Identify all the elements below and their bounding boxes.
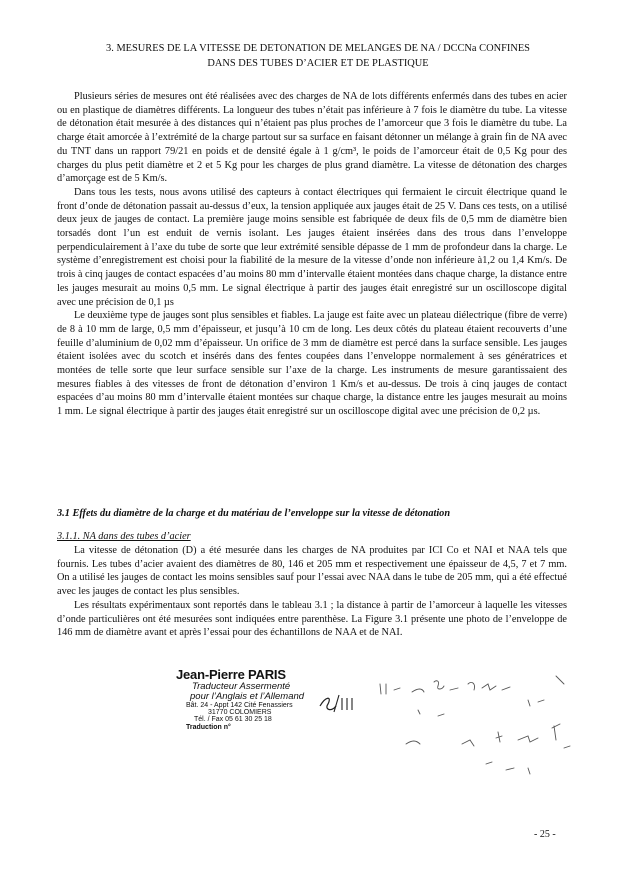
section-heading: 3.1 Effets du diamètre de la charge et du matériau de l’enveloppe sur la vitesse de détonation — [57, 508, 451, 519]
translator-stamp — [176, 668, 324, 731]
chapter-title — [40, 41, 596, 71]
section-text — [57, 544, 567, 640]
stamp-address-line-1: Bât. 24 - Appt 142 Cité Fenassiers — [186, 701, 293, 709]
subsection-heading: 3.1.1. NA dans des tubes d’acier — [57, 531, 191, 542]
paragraph: Dans tous les tests, nous avons utilisé des capteurs à contact électriques qui fermaient le circuit électrique quand le front d’onde de détonation passait au-dessus d’eux, la tension appliquée aux jauges était de 25 V. Dans ces tests, on a utilisé deux jeux de jauges de contact. La première jauge moins sensible est fabriquée de deux fils de 0,5 mm de diamètre bien torsadés dont l’un est enduit de vernis isolant. Les jauges étaient insérées dans des trous dans l’enveloppe perpendiculairement à l’axe du tube de sorte que leur extrémité sensible dépasse de 1 mm de profondeur dans la charge. Le système d’enregistrement est choisi pour la fiabilité de la mesure de la vitesse d’onde non inférieure à1,2 ou 1,4 Km/s. De trois à cinq jauges de contact espacées d’au moins 80 mm d’intervalle étaient montées dans chaque charge, la distance entre les jauges mesurait au moins 0,5 mm. Le signal électrique à partir des jauges était enregistré sur un oscilloscope digital avec une précision de 0,1 µs — [57, 186, 567, 308]
page-number: - 25 - — [534, 829, 556, 840]
paragraph: Les résultats expérimentaux sont reportés dans le tableau 3.1 ; la distance à partir de l’amorceur à laquelle les vitesses d’onde particulières ont été mesurées sont indiquées entre parenthèse. La Figure 3.1 présente une photo de l’enveloppe de 146 mm de diamètre avant et après l’essai pour des échantillons de NAA et de NAI. — [57, 599, 567, 639]
paragraph: Plusieurs séries de mesures ont été réalisées avec des charges de NA de lots différents enfermés dans des tubes en acier ou en plastique de diamètres différents. La longueur des tubes n’était pas inférieure à 7 fois le diamètre du tube. La vitesse de détonation était mesurée à des distances qui n’étaient pas plus proches de l’amorceur que 3 fois le diamètre du tube. La charge était amorcée à l’extrémité de la charge partout sur sa surface en faisant détonner un mélange à grain fin de NA avec du TNT dans un rapport 79/21 en poids et de densité égale à 1 g/cm³, le poids de l’amorceur était de 0,5 Kg pour des charges du plus petit diamètre et 2 et 5 Kg pour les charges de plus grand diamètre. La vitesse de détonation des charges d’amorçage est de 5 Km/s. — [57, 91, 567, 185]
stamp-phone: Tél. / Fax 05 61 30 25 18 — [194, 716, 272, 724]
chapter-title-line-1: 3. MESURES DE LA VITESSE DE DETONATION DE MELANGES DE NA / DCCNa CONFINES — [106, 43, 530, 54]
stamp-name: Jean-Pierre PARIS — [176, 667, 286, 682]
paragraph: La vitesse de détonation (D) a été mesurée dans les charges de NA produites par ICI Co et NAI et NAA tels que fournis. Les tubes d’acier avaient des diamètres de 80, 146 et 205 mm et respectivement une épaisseur de 4,5, 7 et 7 mm. On a utilisé les jauges de contact les moins sensibles sauf pour l’essai avec NAA dans le tube de 205 mm, qui a été effectué avec les jauges de contact les plus sensibles. — [57, 545, 567, 598]
stamp-role: Traducteur Assermenté — [192, 680, 291, 692]
stamp-address-line-2: 31770 COLOMIERS — [208, 708, 272, 716]
chapter-title-line-2: DANS DES TUBES D’ACIER ET DE PLASTIQUE — [207, 58, 429, 69]
signature — [378, 670, 578, 780]
stamp-translation-number: Traduction n° — [186, 723, 231, 731]
stamp-languages: pour l’Anglais et l’Allemand — [190, 690, 305, 702]
handwritten-number-mark — [318, 692, 354, 714]
intro-text — [57, 90, 567, 419]
paragraph: Le deuxième type de jauges sont plus sensibles et fiables. La jauge est faite avec un plateau diélectrique (fibre de verre) de 8 à 10 mm de large, 0,5 mm d’épaisseur, et jusqu’à 10 cm de long. Les deux côtés du plateau étaient recouverts d’une feuille d’aluminium de 0,02 mm d’épaisseur. Un orifice de 3 mm de diamètre est percé dans la surface sensible. Les jauges étaient isolées avec du scotch et insérés dans des fentes coupées dans l’enveloppe normalement à ses génératrices et montées de telle sorte que leur surface sensible sur l’axe de la charge. Les instruments de mesure garantissaient des mesures fiables à des vitesses de front de détonation d’environ 1 Km/s et au-dessus. De trois à cinq jauges de contact espacées d’au moins 80 mm d’intervalle étaient montées sur chaque charge, la distance entre les jauges mesurait au moins 1 mm. Le signal électrique à partir des jauges était enregistré sur un oscilloscope digital avec une précision de 0,2 µs. — [57, 310, 567, 418]
